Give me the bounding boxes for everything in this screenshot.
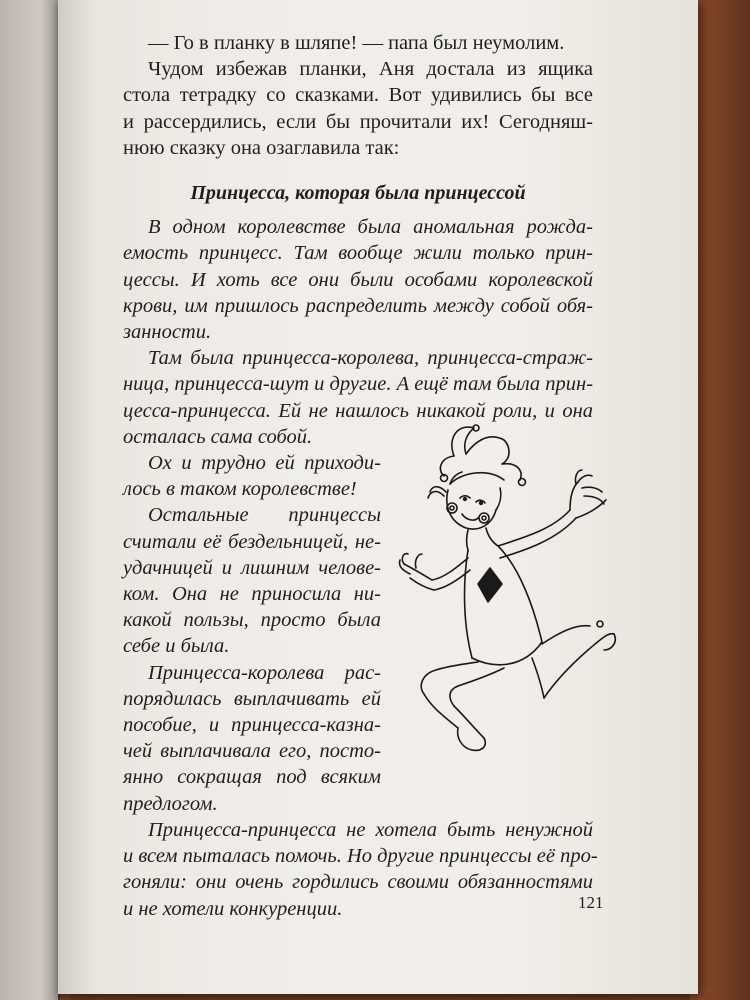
story-line: ница, принцесса-шут и другие. А ещё там была прин- bbox=[123, 373, 594, 396]
story-line: цесса-принцесса. Ей не нашлось никакой роли, и она bbox=[123, 399, 593, 422]
story-line: емость принцесс. Там вообще жили только прин- bbox=[123, 242, 593, 265]
story-line: какой пользы, просто была bbox=[123, 609, 381, 632]
intro-line: Чудом избежав планки, Аня достала из ящика bbox=[148, 58, 593, 81]
previous-page-edge bbox=[0, 0, 58, 1000]
story-line: считали её бездельницей, не- bbox=[123, 530, 381, 553]
story-line: В одном королевстве была аномальная рожда- bbox=[148, 216, 593, 239]
story-line: цессы. И хоть все они были особами королевской bbox=[123, 268, 593, 291]
story-line: лось в таком королевстве! bbox=[123, 478, 357, 501]
story-line: янно сокращая под всяким bbox=[123, 766, 381, 789]
story-line: Ох и трудно ей приходи- bbox=[148, 452, 381, 475]
story-line: Остальные принцессы bbox=[148, 504, 381, 527]
story-title: Принцесса, которая была принцессой bbox=[190, 182, 526, 205]
story-line: гоняли: они очень гордились своими обязанностями bbox=[123, 871, 593, 894]
jester-princess-drawing-icon bbox=[392, 418, 620, 778]
story-line: предлогом. bbox=[123, 792, 218, 815]
intro-line: нюю сказку она озаглавила так: bbox=[123, 136, 400, 159]
story-line: порядилась выплачивать ей bbox=[123, 687, 381, 710]
intro-line: — Го в планку в шляпе! — папа был неумолим. bbox=[148, 32, 565, 54]
story-line: Принцесса-королева рас- bbox=[148, 661, 381, 684]
story-line: ком. Она не приносила ни- bbox=[123, 583, 381, 606]
story-line: осталась сама собой. bbox=[123, 425, 313, 448]
story-line: чей выплачивала его, посто- bbox=[123, 740, 381, 763]
story-line: себе и была. bbox=[123, 635, 230, 658]
table-surface-right bbox=[690, 0, 750, 1000]
story-line: и всем пыталась помочь. Но другие принцессы её про- bbox=[123, 845, 598, 868]
story-line: крови, им пришлось распределить между собой обя- bbox=[123, 294, 593, 317]
intro-line: и рассердились, если бы прочитали их! Сегодняш- bbox=[123, 110, 593, 133]
story-line: Принцесса-принцесса не хотела быть ненужной bbox=[148, 818, 593, 841]
page-number: 121 bbox=[578, 893, 604, 912]
story-line: удачницей и лишним челове- bbox=[123, 556, 381, 579]
story-line: пособие, и принцесса-казна- bbox=[123, 714, 381, 737]
story-line: и не хотели конкуренции. bbox=[123, 897, 343, 920]
intro-line: стола тетрадку со сказками. Вот удивились бы все bbox=[123, 84, 593, 107]
story-line: занности. bbox=[123, 321, 212, 344]
story-line: Там была принцесса-королева, принцесса-страж- bbox=[148, 347, 593, 370]
